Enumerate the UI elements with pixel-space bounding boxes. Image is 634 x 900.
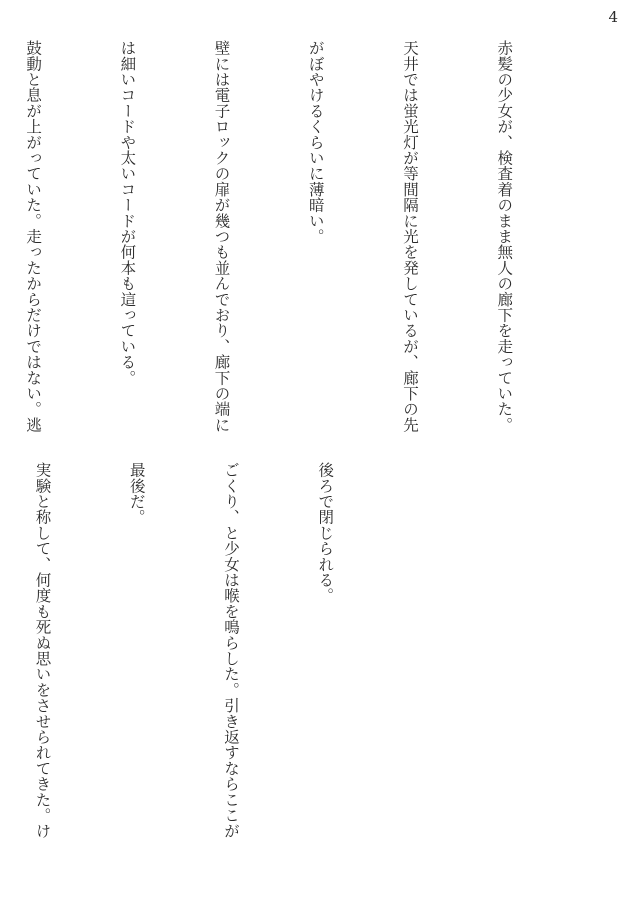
text-line: 後ろで閉じられる。 (316, 462, 335, 604)
text-line: 最後だ。 (127, 462, 146, 525)
text-line: 鼓動と息が上がっていた。走ったからだけではない。逃 (24, 40, 43, 433)
upper-text-block (0, 40, 582, 440)
page-number: 4 (608, 8, 618, 26)
text-line: 赤髪の少女が、検査着のまま無人の廊下を走っていた。 (495, 40, 514, 433)
text-line: 壁には電子ロックの扉が幾つも並んでおり、廊下の端に (212, 40, 231, 433)
text-line: ごくり、と少女は喉を鳴らした。引き返すならここが (221, 462, 240, 839)
text-line: がぼやけるくらいに薄暗い。 (306, 40, 325, 245)
text-line: 天井では蛍光灯が等間隔に光を発しているが、廊下の先 (400, 40, 419, 433)
text-line: は細いコードや太いコードが何本も這っている。 (118, 40, 137, 386)
lower-text-block (0, 462, 403, 862)
text-line: 実験と称して、何度も死ぬ思いをさせられてきた。け (33, 462, 52, 839)
